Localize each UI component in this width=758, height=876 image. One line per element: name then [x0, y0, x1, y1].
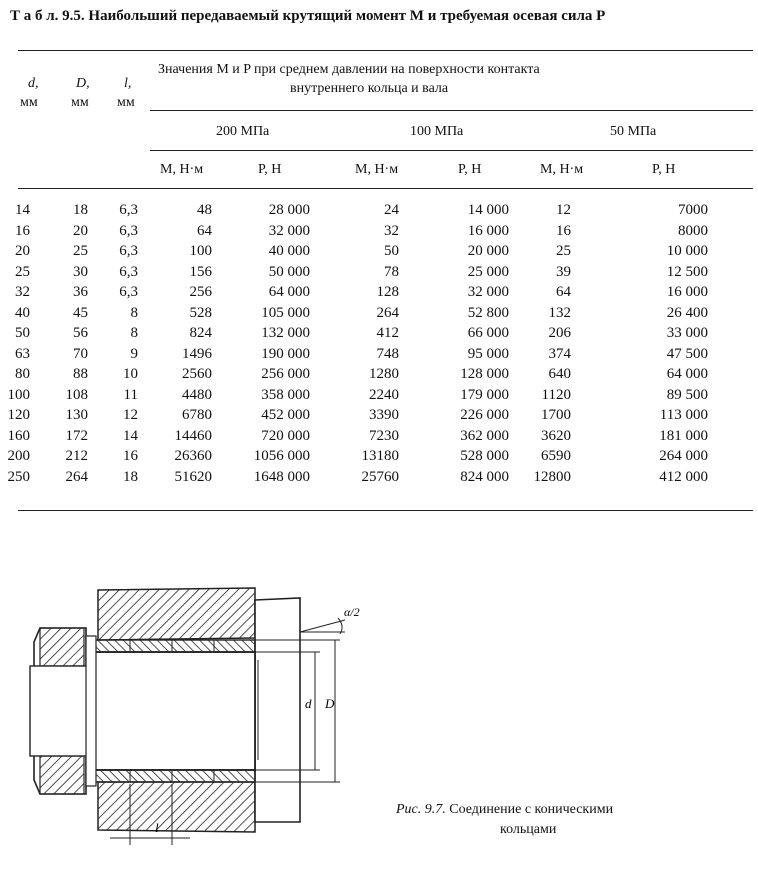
cell-d: 14 [15, 202, 30, 218]
cell-P-200: 105 000 [261, 304, 310, 321]
p-header-100: P, Н [458, 162, 482, 177]
cell-P-200: 40 000 [268, 243, 310, 259]
header-D-unit: мм [71, 95, 89, 110]
p-header-200: P, Н [258, 162, 282, 177]
cell-P-100: 32 000 [467, 284, 509, 300]
cell-P-50: 26 400 [666, 304, 708, 321]
cell-D: 172 [65, 427, 88, 444]
cell-P-200: 190 000 [261, 345, 310, 362]
cell-M-100: 50 [384, 243, 399, 259]
pressure-200: 200 МПа [216, 124, 270, 139]
cell-D: 88 [73, 366, 88, 382]
pressure-header-rule [150, 150, 753, 151]
cell-P-50: 7000 [678, 202, 708, 218]
cell-M-100: 748 [376, 345, 399, 362]
cell-P-50: 16 000 [666, 284, 708, 300]
header-l: l, [124, 76, 132, 91]
group-header-rule [150, 110, 753, 111]
cell-P-100: 66 000 [467, 325, 509, 341]
cell-P-200: 1648 000 [253, 468, 310, 485]
cell-M-200: 2560 [182, 366, 212, 382]
cell-l: 6,3 [119, 243, 138, 259]
cell-l: 6,3 [119, 263, 138, 280]
cell-M-100: 7230 [369, 427, 399, 444]
cell-P-100: 128 000 [460, 366, 509, 382]
cell-P-100: 25 000 [467, 263, 509, 280]
cell-P-100: 20 000 [467, 243, 509, 259]
cell-l: 12 [123, 407, 138, 423]
cell-M-50: 16 [556, 222, 571, 239]
cell-D: 56 [73, 325, 88, 341]
cell-P-50: 12 500 [666, 263, 708, 280]
cell-P-100: 95 000 [467, 345, 509, 362]
cell-d: 120 [7, 407, 30, 423]
cell-l: 6,3 [119, 202, 138, 218]
figure-caption-line2: кольцами [500, 822, 557, 837]
hub-upper-section [98, 588, 255, 640]
conical-ring-connection-drawing [0, 560, 380, 860]
cell-P-200: 28 000 [268, 202, 310, 218]
cell-l: 8 [130, 325, 138, 341]
cell-P-200: 452 000 [261, 407, 310, 423]
cell-P-200: 132 000 [261, 325, 310, 341]
cell-M-50: 1120 [541, 386, 571, 403]
cell-M-100: 78 [384, 263, 399, 280]
cell-M-50: 6590 [541, 448, 571, 464]
cell-M-100: 24 [384, 202, 399, 218]
cell-D: 130 [65, 407, 88, 423]
cell-l: 18 [123, 468, 138, 485]
label-d: d [305, 696, 312, 711]
cell-d: 16 [15, 222, 30, 239]
cell-D: 70 [73, 345, 88, 362]
cell-P-200: 1056 000 [253, 448, 310, 464]
cell-M-100: 412 [376, 325, 399, 341]
cell-P-100: 528 000 [460, 448, 509, 464]
cell-d: 250 [7, 468, 30, 485]
cell-P-200: 64 000 [268, 284, 310, 300]
cell-P-50: 412 000 [659, 468, 708, 485]
cell-P-200: 256 000 [261, 366, 310, 382]
cell-D: 264 [65, 468, 88, 485]
cell-l: 14 [123, 427, 138, 444]
label-alpha: α/2 [344, 605, 360, 619]
cell-d: 50 [15, 325, 30, 341]
cell-P-200: 720 000 [261, 427, 310, 444]
cell-P-50: 47 500 [666, 345, 708, 362]
pressure-50: 50 МПа [610, 124, 657, 139]
cell-M-100: 13180 [361, 448, 399, 464]
cell-M-200: 256 [189, 284, 212, 300]
m-header-200: M, Н·м [160, 162, 204, 177]
cell-D: 30 [73, 263, 88, 280]
pressure-100: 100 МПа [410, 124, 464, 139]
cell-D: 18 [73, 202, 88, 218]
figure-caption-prefix: Рис. 9.7. [396, 802, 446, 817]
cell-P-50: 8000 [678, 222, 708, 239]
cell-M-50: 640 [548, 366, 571, 382]
cell-M-100: 264 [376, 304, 399, 321]
cell-M-200: 64 [197, 222, 212, 239]
cell-d: 40 [15, 304, 30, 321]
cell-M-50: 374 [548, 345, 571, 362]
p-header-50: P, Н [652, 162, 676, 177]
table-bottom-rule [18, 510, 753, 511]
cell-l: 10 [123, 366, 138, 382]
cell-M-200: 4480 [182, 386, 212, 403]
rings-upper [95, 640, 255, 652]
cell-D: 25 [73, 243, 88, 259]
cell-M-50: 12 [556, 202, 571, 218]
cell-l: 11 [123, 386, 138, 403]
header-d-unit: мм [20, 95, 38, 110]
cell-M-200: 14460 [174, 427, 212, 444]
cell-D: 45 [73, 304, 88, 321]
group-header-line2: внутреннего кольца и вала [290, 81, 449, 96]
cell-P-50: 113 000 [659, 407, 708, 423]
cell-M-50: 206 [548, 325, 571, 341]
cell-M-50: 25 [556, 243, 571, 259]
table-title: Т а б л. 9.5. Наибольший передаваемый крутящий момент M и требуемая осевая сила P [10, 8, 606, 24]
cell-l: 9 [130, 345, 138, 362]
cell-P-100: 362 000 [460, 427, 509, 444]
cell-P-200: 358 000 [261, 386, 310, 403]
cell-d: 200 [7, 448, 30, 464]
cell-M-50: 132 [548, 304, 571, 321]
group-header-line1: Значения M и P при среднем давлении на поверхности контакта [158, 62, 540, 77]
cell-l: 6,3 [119, 284, 138, 300]
shaft [90, 652, 255, 770]
cell-M-100: 3390 [369, 407, 399, 423]
cell-M-200: 528 [189, 304, 212, 321]
cell-P-100: 14 000 [467, 202, 509, 218]
hub-lower-section [98, 782, 255, 832]
figure-caption-text: Соединение с коническими [449, 802, 614, 817]
cell-P-50: 89 500 [666, 386, 708, 403]
cell-M-100: 1280 [369, 366, 399, 382]
label-D: D [325, 696, 335, 711]
figure-caption-line1 [396, 802, 613, 818]
header-D: D, [76, 76, 90, 91]
cell-P-100: 179 000 [460, 386, 509, 403]
cell-M-50: 12800 [533, 468, 571, 485]
cell-d: 100 [7, 386, 30, 403]
cell-D: 20 [73, 222, 88, 239]
cell-P-100: 226 000 [460, 407, 509, 423]
cell-l: 6,3 [119, 222, 138, 239]
cell-M-200: 100 [189, 243, 212, 259]
cell-P-100: 16 000 [467, 222, 509, 239]
cell-M-200: 51620 [174, 468, 212, 485]
label-l: l [155, 820, 159, 835]
cell-M-50: 64 [556, 284, 571, 300]
cell-M-100: 25760 [361, 468, 399, 485]
cell-M-200: 156 [189, 263, 212, 280]
m-header-100: M, Н·м [355, 162, 399, 177]
cell-M-100: 2240 [369, 386, 399, 403]
cell-d: 20 [15, 243, 30, 259]
header-d: d, [28, 76, 39, 91]
cell-P-50: 264 000 [659, 448, 708, 464]
cell-P-50: 33 000 [666, 325, 708, 341]
cell-D: 212 [65, 448, 88, 464]
flange [255, 598, 300, 822]
cell-P-100: 824 000 [460, 468, 509, 485]
cell-l: 8 [130, 304, 138, 321]
cell-M-200: 824 [189, 325, 212, 341]
cell-M-200: 6780 [182, 407, 212, 423]
header-l-unit: мм [117, 95, 135, 110]
header-bottom-rule [18, 188, 753, 189]
cell-M-100: 32 [384, 222, 399, 239]
cell-P-100: 52 800 [467, 304, 509, 321]
cell-P-50: 64 000 [666, 366, 708, 382]
cell-d: 80 [15, 366, 30, 382]
rings-lower [95, 770, 255, 782]
cell-d: 32 [15, 284, 30, 300]
cell-M-200: 26360 [174, 448, 212, 464]
cell-P-200: 32 000 [268, 222, 310, 239]
table-top-rule [18, 50, 753, 51]
cell-M-50: 3620 [541, 427, 571, 444]
cell-d: 160 [7, 427, 30, 444]
cell-M-200: 1496 [182, 345, 212, 362]
cell-d: 25 [15, 263, 30, 280]
cell-P-200: 50 000 [268, 263, 310, 280]
cell-D: 36 [73, 284, 88, 300]
cell-M-50: 39 [556, 263, 571, 280]
m-header-50: M, Н·м [540, 162, 584, 177]
cell-P-50: 10 000 [666, 243, 708, 259]
cell-M-100: 128 [376, 284, 399, 300]
cell-l: 16 [123, 448, 138, 464]
cell-P-50: 181 000 [659, 427, 708, 444]
cell-D: 108 [65, 386, 88, 403]
cell-M-50: 1700 [541, 407, 571, 423]
cell-d: 63 [15, 345, 30, 362]
cell-M-200: 48 [197, 202, 212, 218]
